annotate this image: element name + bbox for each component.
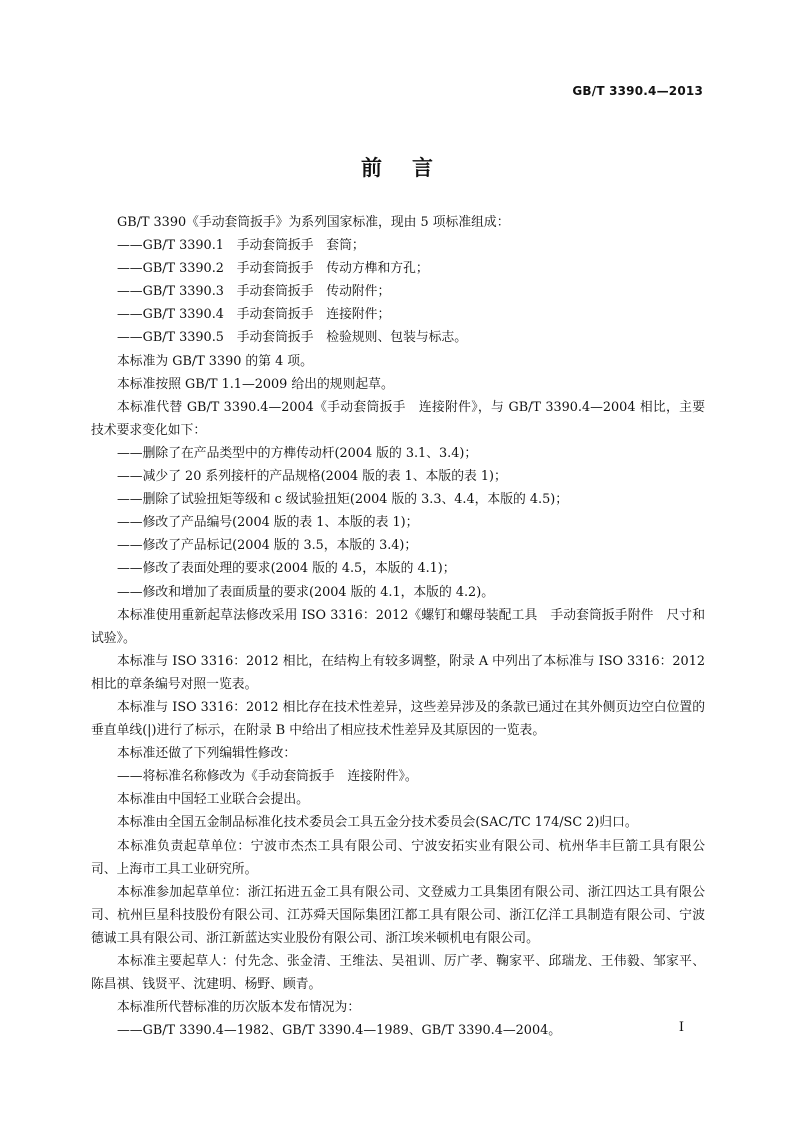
list-item-change-4: ——修改了产品编号(2004 版的表 1、本版的表 1)； xyxy=(117,515,419,531)
list-item-change-1: ——删除了在产品类型中的方榫传动杆(2004 版的 3.1、3.4)； xyxy=(117,445,478,461)
list-item-editions: ——GB/T 3390.4—1982、GB/T 3390.4—1989、GB/T 3390.4—2004。 xyxy=(117,1023,562,1039)
list-item-change-7: ——修改和增加了表面质量的要求(2004 版的 4.1，本版的 4.2)。 xyxy=(117,584,494,600)
list-item-change-6: ——修改了表面处理的要求(2004 版的 4.5，本版的 4.1)； xyxy=(117,561,456,577)
paragraph-series-intro: GB/T 3390《手动套筒扳手》为系列国家标准，现由 5 项标准组成： xyxy=(117,215,510,230)
list-item-part-3: ——GB/T 3390.3 手动套筒扳手 传动附件； xyxy=(117,284,391,300)
list-item-change-3: ——删除了试验扭矩等级和 c 级试验扭矩(2004 版的 3.3、4.4，本版的 4.5)； xyxy=(117,492,569,508)
paragraph-committee: 本标准由全国五金制品标准化技术委员会工具五金分技术委员会(SAC/TC 174/SC 2)归口。 xyxy=(117,815,638,831)
list-item-part-5: ——GB/T 3390.5 手动套筒扳手 检验规则、包装与标志。 xyxy=(117,330,468,346)
paragraph-proposer: 本标准由中国轻工业联合会提出。 xyxy=(117,792,309,808)
page-title: 前言 xyxy=(361,155,463,180)
list-item-editorial-1: ——将标准名称修改为《手动套筒扳手 连接附件》。 xyxy=(117,769,418,785)
paragraph-technical-differences: 本标准与 ISO 3316：2012 相比存在技术性差异，这些差异涉及的条款已通过在其外侧页边空白位置的垂直单线(|)进行了标示，在附录 B 中给出了相应技术性差异及其原因的一览表。 xyxy=(91,699,705,739)
paragraph-iso-adoption: 本标准使用重新起草法修改采用 ISO 3316：2012《螺钉和螺母装配工具 手动套筒扳手附件 尺寸和试验》。 xyxy=(91,607,705,646)
paragraph-drafting-rules: 本标准按照 GB/T 1.1—2009 给出的规则起草。 xyxy=(117,376,394,392)
list-item-part-4: ——GB/T 3390.4 手动套筒扳手 连接附件； xyxy=(117,307,391,323)
list-item-change-2: ——减少了 20 系列接杆的产品规格(2004 版的表 1、本版的表 1)； xyxy=(117,469,507,485)
paragraph-main-drafters: 本标准主要起草人：付先念、张金清、王维法、吴祖训、厉广孝、鞠家平、邱瑞龙、王伟毅、邹家平、陈昌祺、钱贤平、沈建明、杨野、顾青。 xyxy=(91,954,705,993)
foreword-body xyxy=(91,211,705,1042)
standard-number: GB/T 3390.4—2013 xyxy=(572,84,703,98)
paragraph-structure-comparison: 本标准与 ISO 3316：2012 相比，在结构上有较多调整，附录 A 中列出了本标准与 ISO 3316：2012 相比的章条编号对照一览表。 xyxy=(91,653,705,692)
page-number: I xyxy=(678,1020,684,1035)
list-item-part-1: ——GB/T 3390.1 手动套筒扳手 套筒； xyxy=(117,238,365,254)
paragraph-participating-drafters: 本标准参加起草单位：浙江拓进五金工具有限公司、文登威力工具集团有限公司、浙江四达工具有限公司、杭州巨星科技股份有限公司、江苏舜天国际集团江都工具有限公司、浙江亿洋工具制造有限公司、宁波德诚工具有限公司、浙江新蓝达实业股份有限公司、浙江埃米顿机电有限公司。 xyxy=(91,884,705,946)
list-item-change-5: ——修改了产品标记(2004 版的 3.5，本版的 3.4)； xyxy=(117,538,418,554)
paragraph-lead-drafters: 本标准负责起草单位：宁波市杰杰工具有限公司、宁波安拓实业有限公司、杭州华丰巨箭工具有限公司、上海市工具工业研究所。 xyxy=(91,838,705,877)
list-item-part-2: ——GB/T 3390.2 手动套筒扳手 传动方榫和方孔； xyxy=(117,261,429,277)
paragraph-replacement: 本标准代替 GB/T 3390.4—2004《手动套筒扳手 连接附件》，与 GB/T 3390.4—2004 相比，主要技术要求变化如下： xyxy=(91,399,705,438)
paragraph-edition-history: 本标准所代替标准的历次版本发布情况为： xyxy=(117,1000,361,1016)
paragraph-editorial-changes: 本标准还做了下列编辑性修改： xyxy=(117,746,297,762)
paragraph-part-number: 本标准为 GB/T 3390 的第 4 项。 xyxy=(117,353,313,369)
